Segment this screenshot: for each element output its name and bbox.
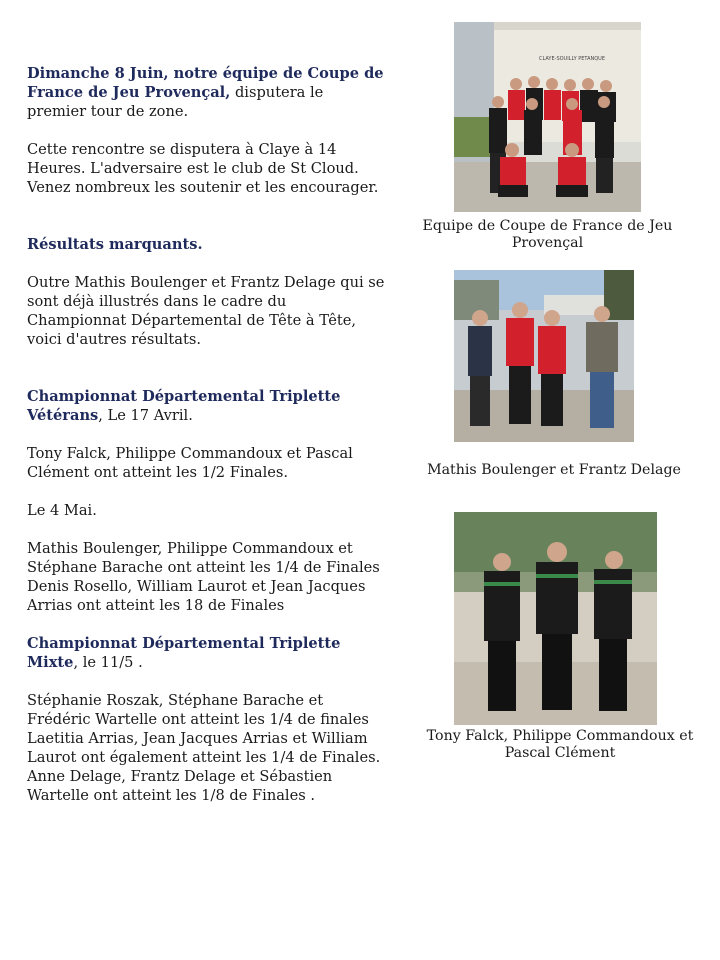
announcement-rest: disputera le premier tour de zone. <box>27 84 324 120</box>
paragraph-quarterfinal: Mathis Boulenger, Philippe Commandoux et Stéphane Barache ont atteint les 1/4 de Finales <box>27 540 380 576</box>
caption-team-photo: Equipe de Coupe de France de Jeu Provençal <box>422 218 673 251</box>
paragraph-mixte <box>27 634 387 672</box>
team-photo-coupe-de-france <box>454 22 641 212</box>
caption-mathis-frantz: Mathis Boulenger et Frantz Delage <box>427 462 681 478</box>
paragraph-mixte-3: Anne Delage, Frantz Delage et Sébastien Wartelle ont atteint les 1/8 de Finales . <box>27 768 333 804</box>
heading-veterans: Championnat Départemental Triplette Vétérans <box>27 388 341 424</box>
announcement-bold: Dimanche 8 Juin, notre équipe de Coupe de France de Jeu Provençal, <box>27 65 384 101</box>
sign-text: CLAYE-SOUILLY PETANQUE <box>539 56 605 62</box>
paragraph-announcement <box>27 64 387 121</box>
paragraph-date-may: Le 4 Mai. <box>27 502 97 519</box>
heading-mixte: Championnat Départemental Triplette Mixte <box>27 635 341 671</box>
paragraph-mixte-2: Laetitia Arrias, Jean Jacques Arrias et William Laurot ont également atteint les 1/4 de Finales. <box>27 730 381 766</box>
veterans-date: , Le 17 Avril. <box>98 407 193 424</box>
caption-tony-philippe-pascal: Tony Falck, Philippe Commandoux et Pascal Clément <box>426 728 694 761</box>
paragraph-mixte-1: Stéphanie Roszak, Stéphane Barache et Frédéric Wartelle ont atteint les 1/4 de finales <box>27 692 369 728</box>
photo-mathis-frantz <box>454 270 634 442</box>
photo-tony-philippe-pascal <box>454 512 657 725</box>
paragraph-match-info: Cette rencontre se disputera à Claye à 14 Heures. L'adversaire est le club de St Cloud. Venez nombreux les soutenir et les encourager. <box>27 141 379 196</box>
paragraph-veterans <box>27 387 387 425</box>
paragraph-semifinal: Tony Falck, Philippe Commandoux et Pascal Clément ont atteint les 1/2 Finales. <box>27 445 353 481</box>
paragraph-results-intro: Outre Mathis Boulenger et Frantz Delage qui se sont déjà illustrés dans le cadre du Championnat Départemental de Tête à Tête, voici d'autres résultats. <box>27 274 385 348</box>
paragraph-round18: Denis Rosello, William Laurot et Jean Jacques Arrias ont atteint les 18 de Finales <box>27 578 366 614</box>
heading-results: Résultats marquants. <box>27 236 203 253</box>
mixte-date: , le 11/5 . <box>73 654 143 671</box>
article-text <box>27 64 387 805</box>
